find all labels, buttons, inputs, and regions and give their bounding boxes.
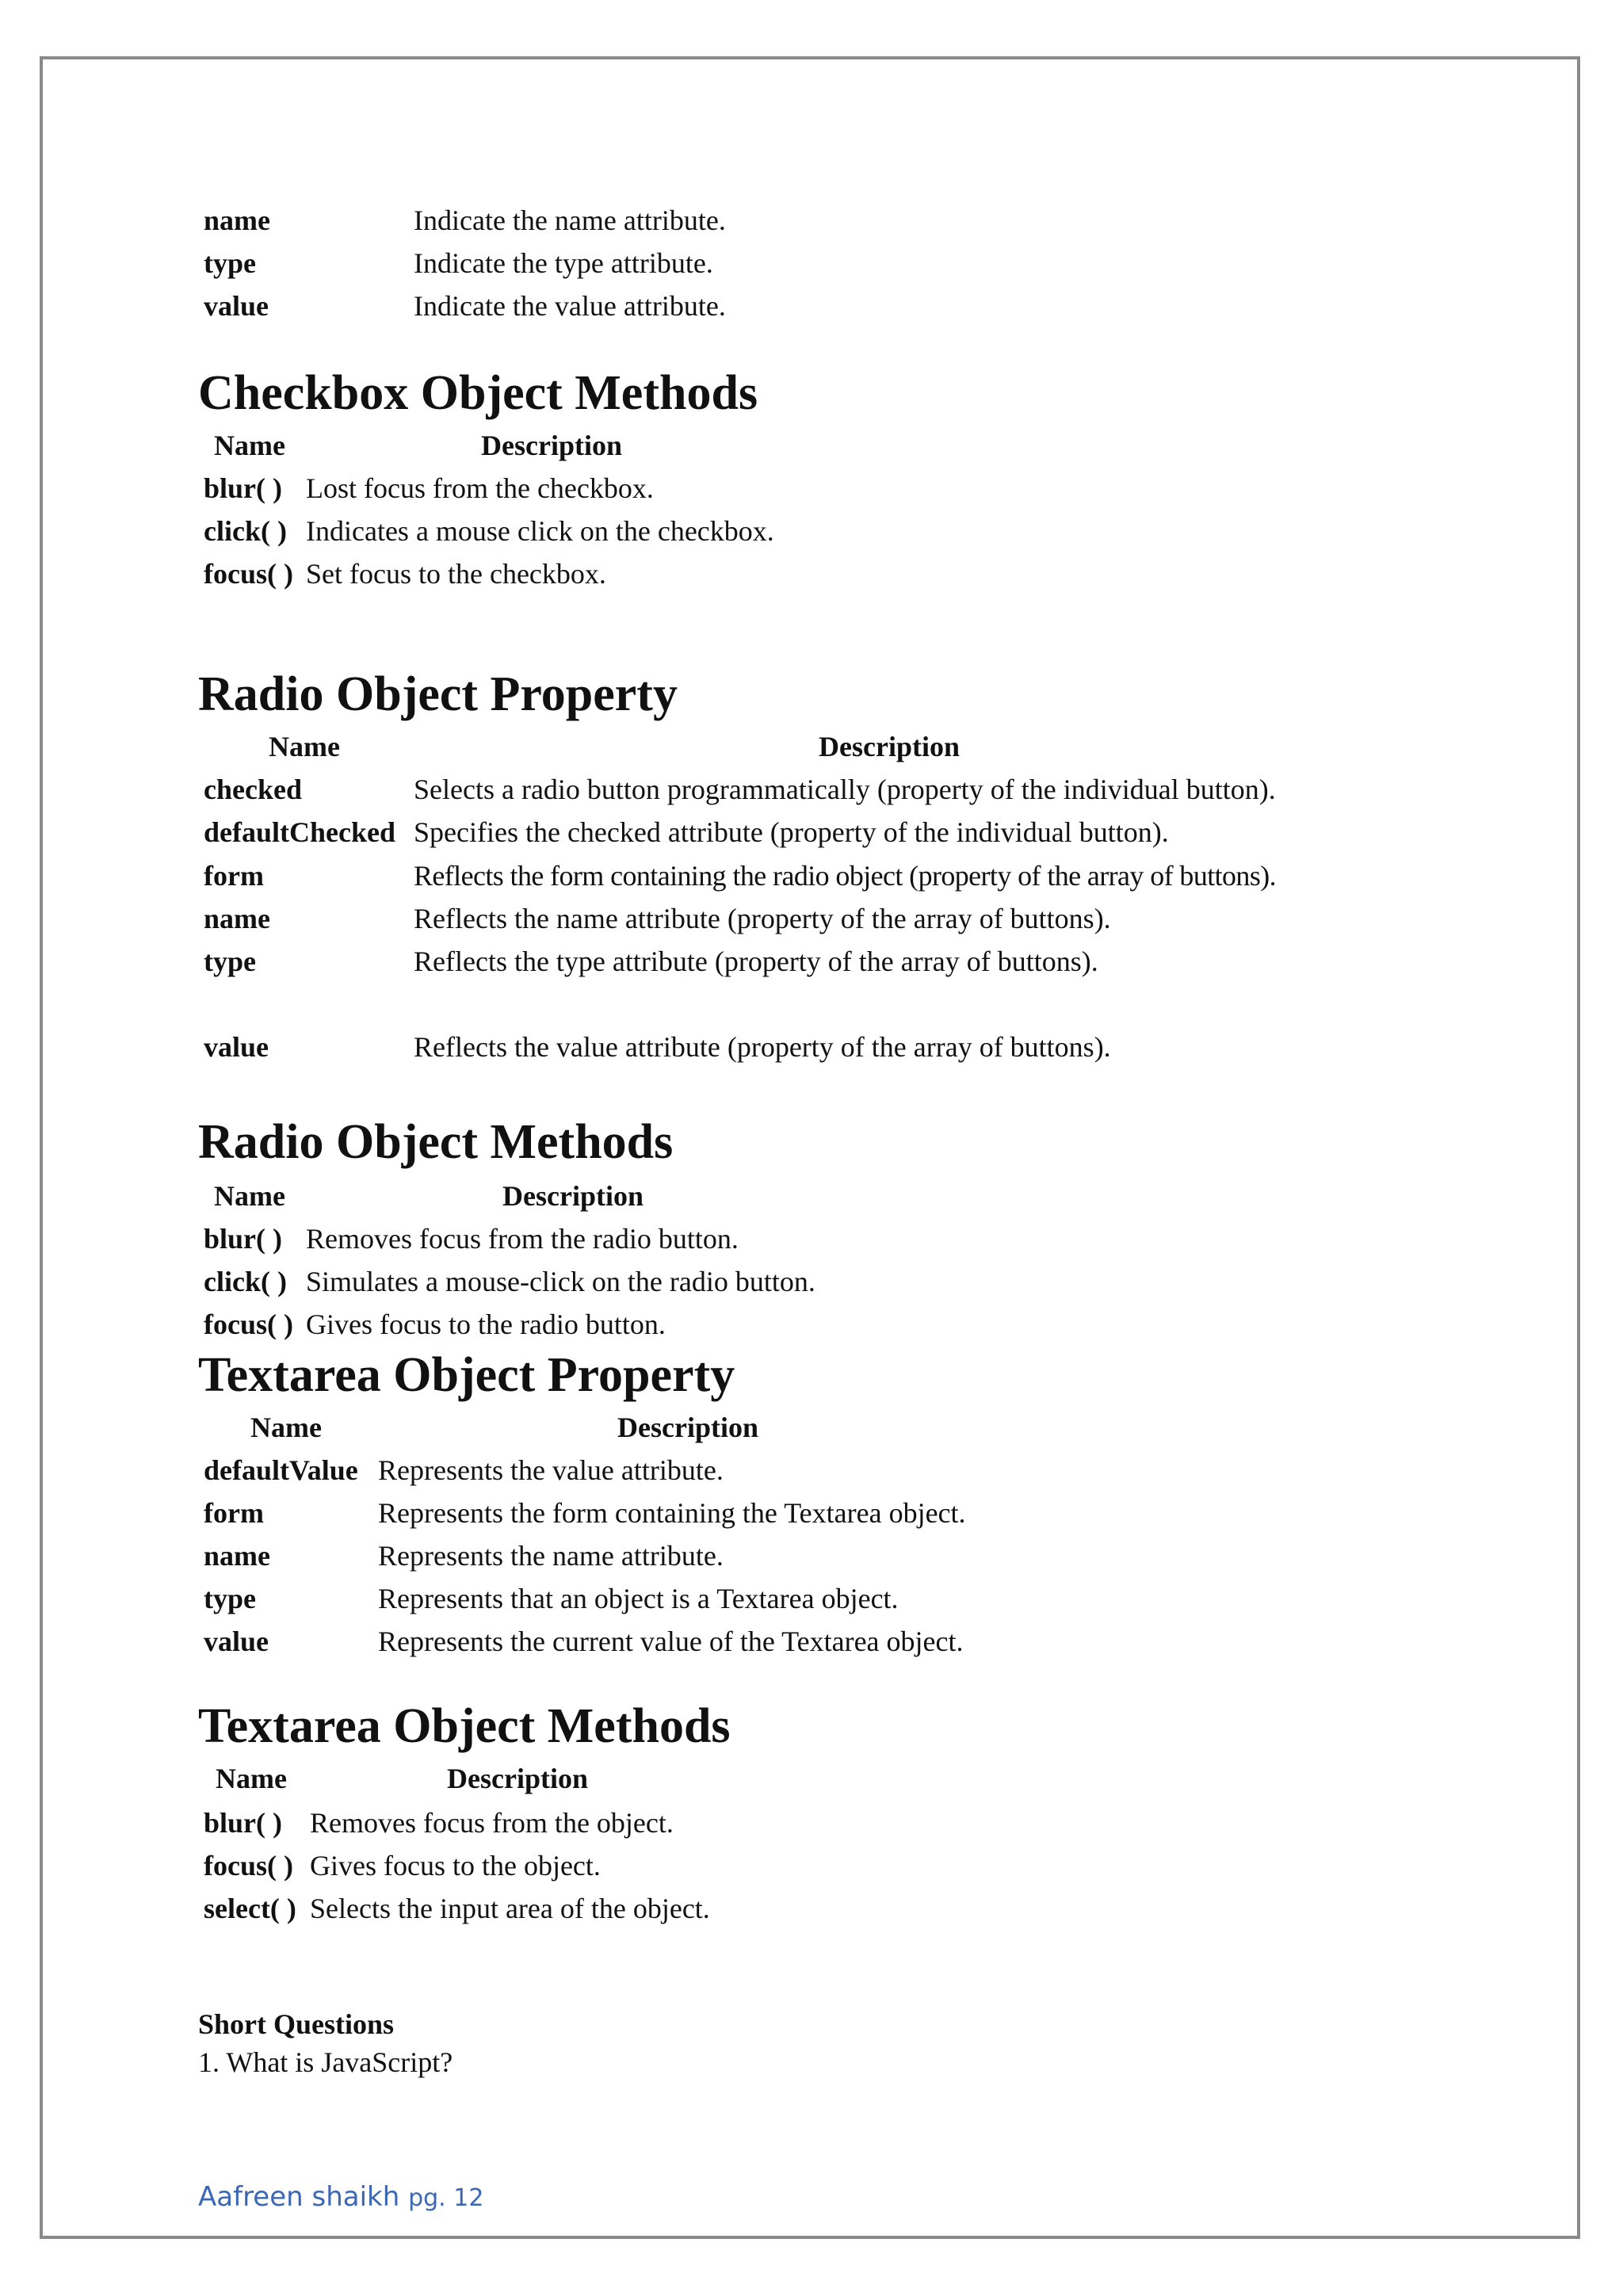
column-header-name: Name [269, 731, 340, 762]
section-heading: Radio Object Methods [198, 1115, 674, 1169]
page-footer [198, 2181, 483, 2213]
property-name: type [204, 946, 256, 977]
property-desc: Specifies the checked attribute (property of the individual button). [414, 816, 1169, 848]
method-desc: Removes focus from the object. [310, 1807, 674, 1839]
column-header-description: Description [819, 731, 960, 762]
section-heading: Radio Object Property [198, 667, 678, 721]
table-row-desc: Indicate the value attribute. [414, 290, 726, 322]
property-desc: Selects a radio button programmatically (property of the individual button). [414, 774, 1276, 805]
method-name: focus( ) [204, 558, 293, 590]
method-name: blur( ) [204, 472, 282, 504]
property-desc: Reflects the name attribute (property of the array of buttons). [414, 903, 1111, 934]
property-name: form [204, 860, 264, 892]
table-row-name: type [204, 247, 256, 279]
column-header-name: Name [250, 1412, 322, 1443]
column-header-description: Description [502, 1180, 643, 1212]
property-name: defaultValue [204, 1454, 358, 1486]
section-heading: Textarea Object Property [198, 1348, 735, 1402]
method-name: focus( ) [204, 1850, 293, 1881]
footer-author: Aafreen shaikh [198, 2181, 400, 2213]
short-questions-heading: Short Questions [198, 2008, 395, 2040]
method-desc: Gives focus to the radio button. [306, 1308, 666, 1340]
column-header-description: Description [447, 1763, 588, 1794]
property-desc: Represents the current value of the Textarea object. [378, 1626, 964, 1657]
method-name: click( ) [204, 1266, 287, 1297]
property-name: value [204, 1031, 269, 1063]
table-row-name: name [204, 204, 270, 236]
column-header-description: Description [481, 430, 622, 461]
table-row-desc: Indicate the name attribute. [414, 204, 726, 236]
property-desc: Represents the value attribute. [378, 1454, 724, 1486]
method-desc: Lost focus from the checkbox. [306, 472, 654, 504]
property-name: defaultChecked [204, 816, 395, 848]
method-desc: Set focus to the checkbox. [306, 558, 606, 590]
property-name: name [204, 903, 270, 934]
section-heading: Checkbox Object Methods [198, 366, 758, 420]
column-header-description: Description [617, 1412, 758, 1443]
property-name: value [204, 1626, 269, 1657]
property-desc: Reflects the value attribute (property of the array of buttons). [414, 1031, 1111, 1063]
footer-page-number: pg. 12 [408, 2184, 484, 2212]
method-desc: Removes focus from the radio button. [306, 1223, 739, 1255]
table-row-name: value [204, 290, 269, 322]
method-name: blur( ) [204, 1223, 282, 1255]
method-desc: Selects the input area of the object. [310, 1893, 710, 1924]
method-name: select( ) [204, 1893, 296, 1924]
property-name: type [204, 1583, 256, 1614]
property-desc: Represents the name attribute. [378, 1540, 724, 1572]
column-header-name: Name [214, 1180, 285, 1212]
table-row-desc: Indicate the type attribute. [414, 247, 713, 279]
property-desc: Represents that an object is a Textarea object. [378, 1583, 899, 1614]
method-desc: Gives focus to the object. [310, 1850, 601, 1881]
method-desc: Indicates a mouse click on the checkbox. [306, 515, 774, 547]
column-header-name: Name [216, 1763, 287, 1794]
column-header-name: Name [214, 430, 285, 461]
method-desc: Simulates a mouse-click on the radio button. [306, 1266, 815, 1297]
method-name: blur( ) [204, 1807, 282, 1839]
property-desc: Reflects the type attribute (property of the array of buttons). [414, 946, 1098, 977]
property-desc: Reflects the form containing the radio object (property of the array of buttons). [414, 860, 1277, 892]
method-name: click( ) [204, 515, 287, 547]
question-item: 1. What is JavaScript? [198, 2046, 453, 2078]
section-heading: Textarea Object Methods [198, 1699, 731, 1753]
property-name: form [204, 1497, 264, 1529]
property-name: name [204, 1540, 270, 1572]
property-desc: Represents the form containing the Textarea object. [378, 1497, 966, 1529]
method-name: focus( ) [204, 1308, 293, 1340]
property-name: checked [204, 774, 302, 805]
